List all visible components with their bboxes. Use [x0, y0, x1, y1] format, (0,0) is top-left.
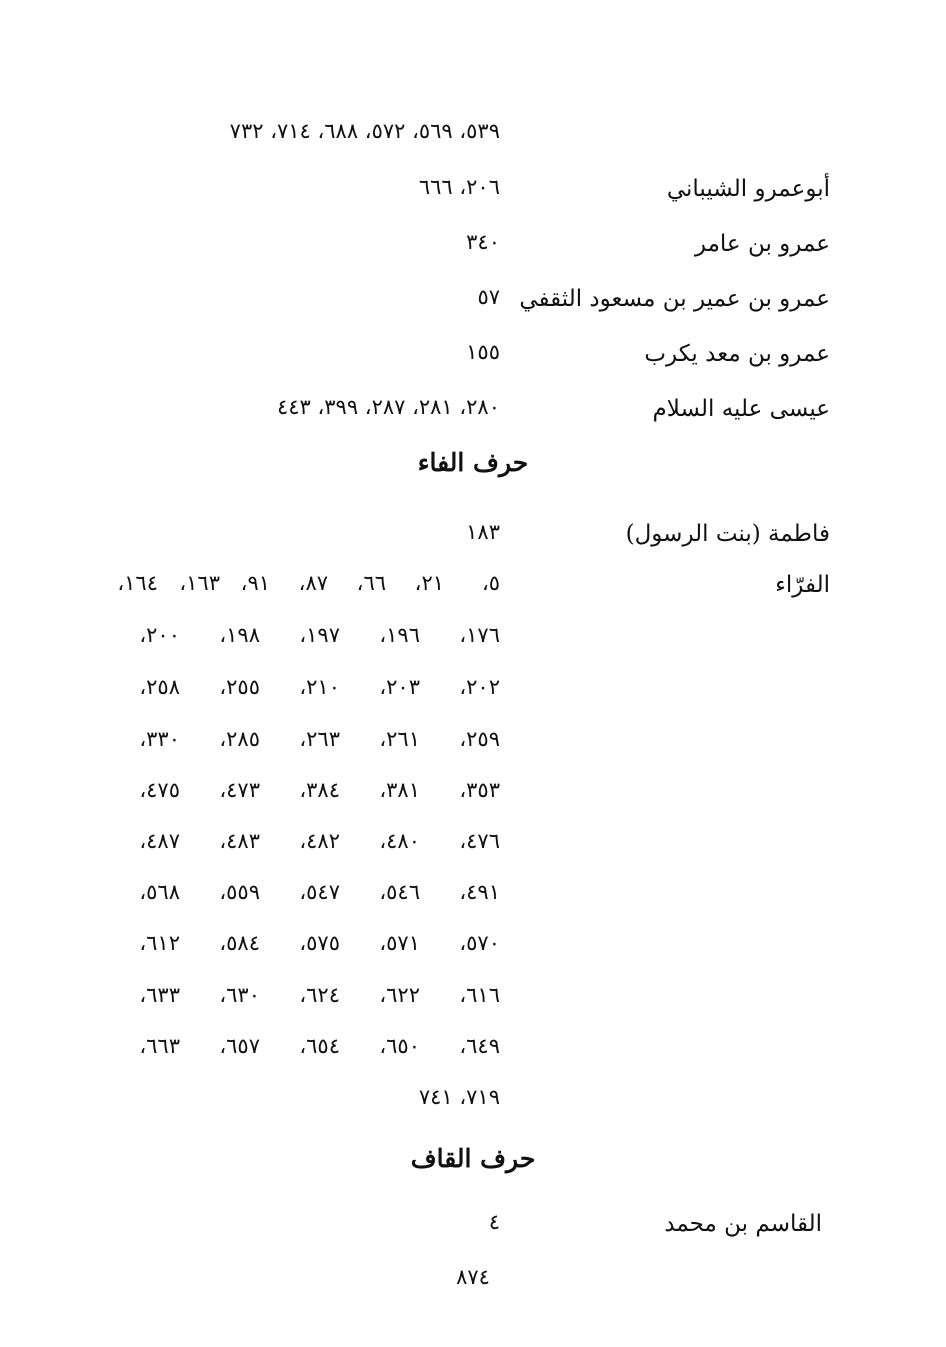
entry-name: القاسم بن محمد: [664, 1211, 822, 1237]
page-number: ٨٧،: [298, 571, 328, 595]
page-numbers-row: [100, 875, 500, 909]
page-numbers-row: [100, 566, 500, 600]
entry-name: فاطمة (بنت الرسول): [625, 521, 830, 547]
page-number: ٢٥٩،: [459, 727, 500, 751]
page-numbers-row: [100, 1029, 500, 1063]
page-number: ٢٠٣،: [379, 675, 420, 699]
page-number: ٦٥٠،: [379, 1034, 420, 1058]
page-number: ٢١،: [414, 571, 444, 595]
page-number: ٢٠٠،: [139, 623, 180, 647]
page-number: ٥٧١،: [379, 931, 420, 955]
page-number: ٢٥٨،: [139, 675, 180, 699]
page-number: ١٩٧،: [299, 623, 340, 647]
page-number: ٣٣٠،: [139, 727, 180, 751]
entry-pages: ٤: [488, 1210, 500, 1234]
page-number: ٢٦٣،: [299, 727, 340, 751]
page-numbers-row: [100, 722, 500, 756]
page-number: ١٩٦،: [379, 623, 420, 647]
page-number: ٦١٢،: [139, 931, 180, 955]
page-number: ٥٤٧،: [299, 880, 340, 904]
page-number: ٦٢٤،: [299, 983, 340, 1007]
page-number: ١٧٦،: [459, 623, 500, 647]
page-number: ٦٦،: [356, 571, 386, 595]
section-heading-fa: حرف الفاء: [417, 448, 529, 477]
entry-pages: ١٥٥: [466, 340, 500, 364]
page-number: ٤٧٥،: [139, 778, 180, 802]
page-number: ٢٦١،: [379, 727, 420, 751]
page-number: ٦٥٤،: [299, 1034, 340, 1058]
page-number: ٥٥٩،: [219, 880, 260, 904]
page-number: ٣٨٤،: [299, 778, 340, 802]
page-number-footer: ٨٧٤: [456, 1265, 490, 1289]
page-number: ٦٢٢،: [379, 983, 420, 1007]
page-number: ٥،: [481, 571, 500, 595]
entry-name: عمرو بن عامر: [694, 231, 830, 257]
page-number: ١٩٨،: [219, 623, 260, 647]
page-number: ٤٩١،: [459, 880, 500, 904]
page-number: ٥٤٦،: [379, 880, 420, 904]
page-number: ٤٨٢،: [299, 829, 340, 853]
entry-name: عمرو بن عمير بن مسعود الثقفي: [519, 286, 830, 312]
entry-pages: ١٨٣: [466, 520, 500, 544]
page-number: ٦٥٧،: [219, 1034, 260, 1058]
entry-pages-last-line: ٧١٩، ٧٤١: [418, 1085, 500, 1109]
page-numbers-row: [100, 670, 500, 704]
page-number: ٤٨٧،: [139, 829, 180, 853]
page-numbers-row: [100, 926, 500, 960]
page-number: ٣٥٣،: [459, 778, 500, 802]
page-number: ١٦٤،: [117, 571, 158, 595]
entry-pages: ٢٠٦، ٦٦٦: [418, 175, 500, 199]
page-number: ١٦٣،: [179, 571, 220, 595]
entry-name: أبوعمرو الشيباني: [666, 176, 830, 202]
page-numbers-row: [100, 978, 500, 1012]
page-number: ٥٦٨،: [139, 880, 180, 904]
page-number: ٤٧٣،: [219, 778, 260, 802]
page-number: ٢٨٥،: [219, 727, 260, 751]
page-number: ٦٦٣،: [139, 1034, 180, 1058]
page-number: ٦١٦،: [459, 983, 500, 1007]
page-number: ٤٧٦،: [459, 829, 500, 853]
entry-name: الفرّاء: [775, 572, 830, 598]
page-number: ٣٨١،: [379, 778, 420, 802]
page-number: ٤٨٠،: [379, 829, 420, 853]
page-number: ٥٧٠،: [459, 931, 500, 955]
entry-pages: ٣٤٠: [466, 230, 500, 254]
page-number: ٢١٠،: [299, 675, 340, 699]
page-number: ٦٤٩،: [459, 1034, 500, 1058]
page-number: ٢٥٥،: [219, 675, 260, 699]
page-number: ٦٣٣،: [139, 983, 180, 1007]
section-heading-qaf: حرف القاف: [410, 1144, 536, 1173]
page-number: ٤٨٣،: [219, 829, 260, 853]
page-numbers-row: [100, 618, 500, 652]
entry-pages-continued: ٥٣٩، ٥٦٩، ٥٧٢، ٦٨٨، ٧١٤، ٧٣٢: [229, 119, 500, 143]
page-numbers-row: [100, 824, 500, 858]
page-number: ٥٨٤،: [219, 931, 260, 955]
page-number: ٥٧٥،: [299, 931, 340, 955]
page-number: ٦٣٠،: [219, 983, 260, 1007]
entry-name: عيسى عليه السلام: [652, 396, 830, 422]
entry-name: عمرو بن معد يكرب: [644, 341, 830, 367]
page-number: ٢٠٢،: [459, 675, 500, 699]
page-number: ٩١،: [240, 571, 270, 595]
entry-pages: ٢٨٠، ٢٨١، ٢٨٧، ٣٩٩، ٤٤٣: [276, 395, 500, 419]
entry-pages: ٥٧: [477, 285, 500, 309]
page-numbers-row: [100, 773, 500, 807]
